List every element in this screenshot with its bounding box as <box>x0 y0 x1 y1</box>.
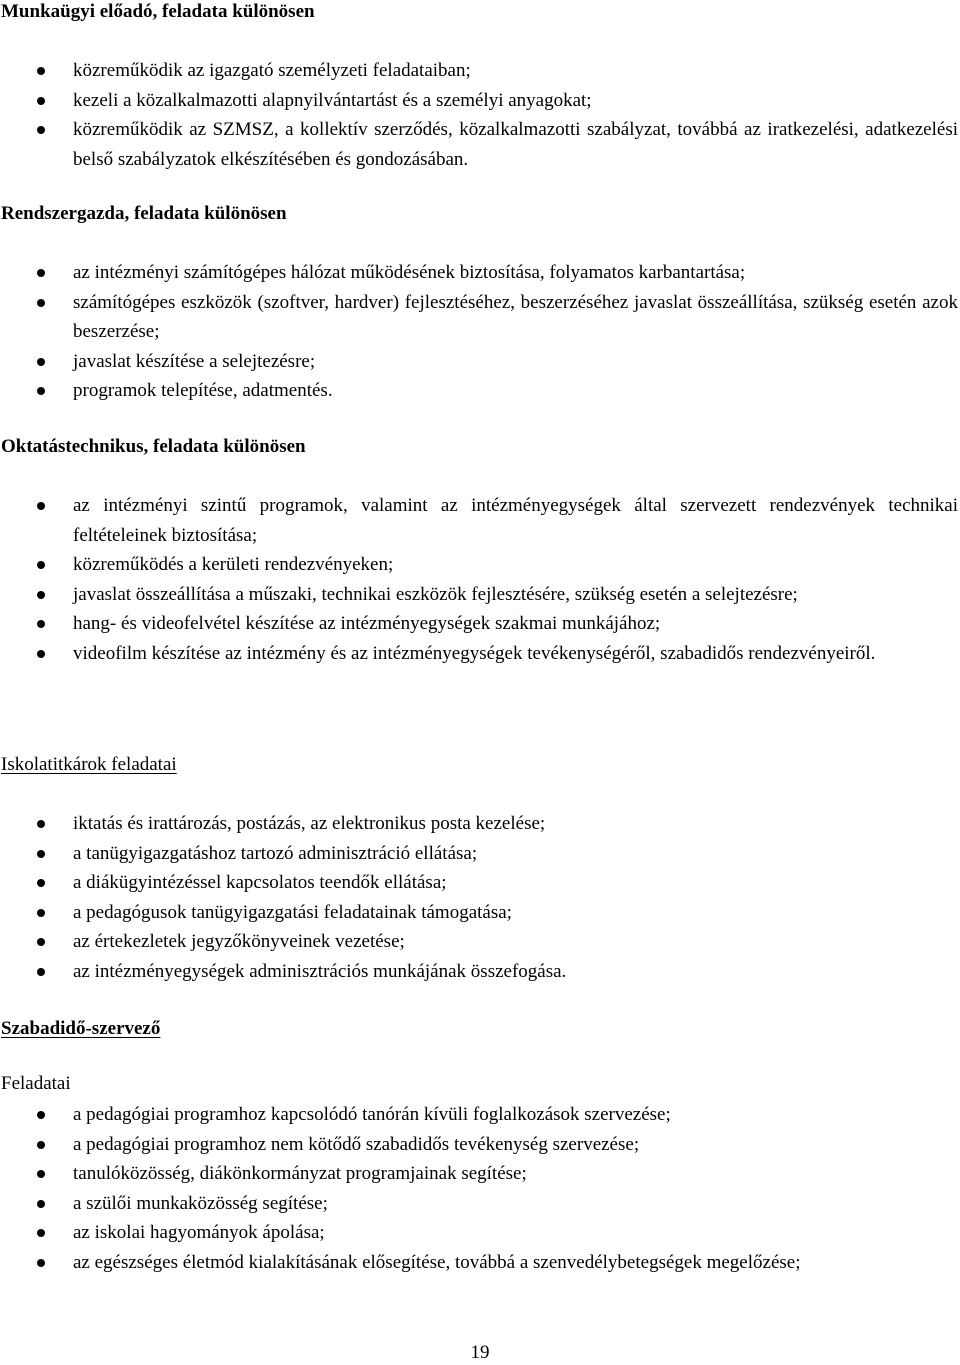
bullet-icon <box>37 620 45 628</box>
list-item: tanulóközösség, diákönkormányzat programjainak segítése; <box>0 1159 958 1189</box>
list-item: az intézményi számítógépes hálózat működésének biztosítása, folyamatos karbantartása; <box>0 258 958 288</box>
bullet-icon <box>37 126 45 134</box>
section-heading-szabadido-szervezo: Szabadidő-szervező <box>1 1018 161 1039</box>
bullet-icon <box>37 387 45 395</box>
section-heading-iskolatitkarok: Iskolatitkárok feladatai <box>1 754 177 775</box>
section-heading-oktatastechnikus: Oktatástechnikus, feladata különösen <box>1 436 306 457</box>
bullet-icon <box>37 850 45 858</box>
list-item: a tanügyigazgatáshoz tartozó adminisztráció ellátása; <box>0 839 958 869</box>
list-item: a diákügyintézéssel kapcsolatos teendők ellátása; <box>0 868 958 898</box>
list-item: az intézményegységek adminisztrációs munkájának összefogása. <box>0 957 958 987</box>
section-heading-munkaugyi: Munkaügyi előadó, feladata különösen <box>1 1 315 22</box>
list-item: közreműködik az igazgató személyzeti feladataiban; <box>0 56 958 86</box>
section-subheading-feladatai: Feladatai <box>1 1073 71 1094</box>
list-item: a pedagógiai programhoz nem kötődő szabadidős tevékenység szervezése; <box>0 1130 958 1160</box>
list-item: javaslat összeállítása a műszaki, technikai eszközök fejlesztésére, szükség esetén a selejtezésre; <box>0 580 958 610</box>
bullet-icon <box>37 1170 45 1178</box>
bullet-icon <box>37 299 45 307</box>
bullet-list-szabadido-szervezo <box>0 1100 958 1277</box>
list-item: a pedagógiai programhoz kapcsolódó tanórán kívüli foglalkozások szervezése; <box>0 1100 958 1130</box>
bullet-icon <box>37 591 45 599</box>
list-item: videofilm készítése az intézmény és az intézményegységek tevékenységéről, szabadidős rendezvényeiről. <box>0 639 958 669</box>
bullet-list-iskolatitkarok <box>0 809 958 986</box>
list-item: a szülői munkaközösség segítése; <box>0 1189 958 1219</box>
list-item: számítógépes eszközök (szoftver, hardver) fejlesztéséhez, beszerzéséhez javaslat összeállítása, szükség esetén azok beszerzése; <box>0 288 958 347</box>
list-item: kezeli a közalkalmazotti alapnyilvántartást és a személyi anyagokat; <box>0 86 958 116</box>
list-item: programok telepítése, adatmentés. <box>0 376 958 406</box>
list-item: az értekezletek jegyzőkönyveinek vezetése; <box>0 927 958 957</box>
bullet-icon <box>37 879 45 887</box>
bullet-icon <box>37 1111 45 1119</box>
bullet-icon <box>37 1229 45 1237</box>
bullet-icon <box>37 97 45 105</box>
bullet-list-oktatastechnikus <box>0 491 958 668</box>
bullet-icon <box>37 358 45 366</box>
list-item: közreműködik az SZMSZ, a kollektív szerződés, közalkalmazotti szabályzat, továbbá az iratkezelési, adatkezelési belső szabályzatok elkészítésében és gondozásában. <box>0 115 958 174</box>
bullet-icon <box>37 820 45 828</box>
list-item: az intézményi szintű programok, valamint az intézményegységek által szervezett rendezvények technikai feltételeinek biztosítása; <box>0 491 958 550</box>
bullet-icon <box>37 650 45 658</box>
bullet-icon <box>37 561 45 569</box>
section-heading-rendszergazda: Rendszergazda, feladata különösen <box>1 203 287 224</box>
list-item: az iskolai hagyományok ápolása; <box>0 1218 958 1248</box>
bullet-icon <box>37 909 45 917</box>
list-item: iktatás és irattározás, postázás, az elektronikus posta kezelése; <box>0 809 958 839</box>
list-item: az egészséges életmód kialakításának elősegítése, továbbá a szenvedélybetegségek megelőzése; <box>0 1248 958 1278</box>
bullet-icon <box>37 1141 45 1149</box>
bullet-icon <box>37 1200 45 1208</box>
list-item: közreműködés a kerületi rendezvényeken; <box>0 550 958 580</box>
bullet-icon <box>37 269 45 277</box>
bullet-icon <box>37 938 45 946</box>
bullet-icon <box>37 67 45 75</box>
bullet-list-munkaugyi <box>0 56 958 174</box>
page-number: 19 <box>470 1342 490 1363</box>
list-item: a pedagógusok tanügyigazgatási feladatainak támogatása; <box>0 898 958 928</box>
list-item: javaslat készítése a selejtezésre; <box>0 347 958 377</box>
list-item: hang- és videofelvétel készítése az intézményegységek szakmai munkájához; <box>0 609 958 639</box>
bullet-icon <box>37 1259 45 1267</box>
bullet-list-rendszergazda <box>0 258 958 406</box>
bullet-icon <box>37 968 45 976</box>
bullet-icon <box>37 502 45 510</box>
